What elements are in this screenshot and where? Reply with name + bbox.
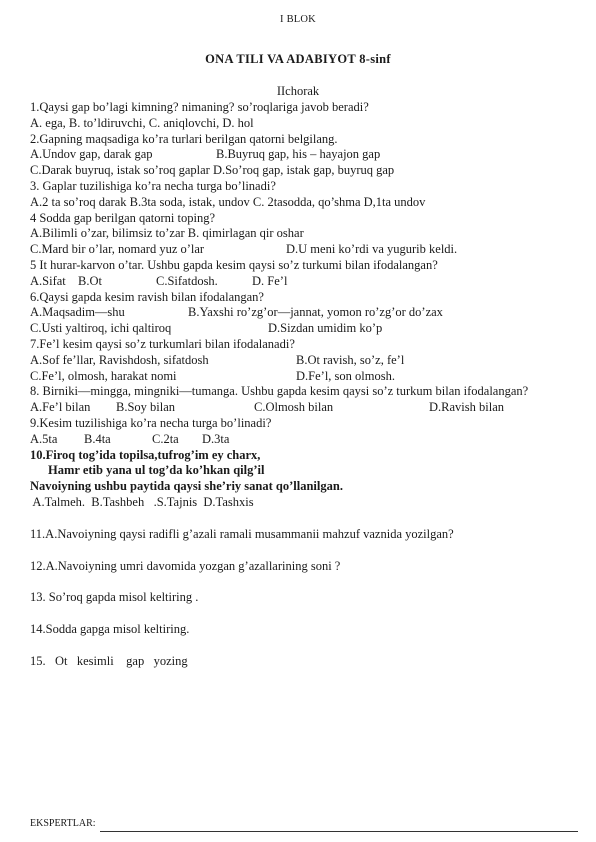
question-12-text: 12.A.Navoiyning umri davomida yozgan g’azallarining soni ? [30, 558, 341, 573]
question-8-option-b: B.Soy bilan [116, 400, 176, 415]
question-4-option-c: C.Mard bir o’lar, nomard yuz o’lar [30, 242, 205, 257]
question-2-option-b: B.Buyruq gap, his – hayajon gap [216, 147, 381, 162]
question-11-text: 11.A.Navoiyning qaysi radifli g’azali ramali musammanii mahzuf vaznida yozilgan? [30, 526, 454, 541]
question-5-option-c: C.Sifatdosh. [156, 273, 218, 288]
question-9-option-b: B.4ta [84, 431, 111, 446]
question-6-option-b: B.Yaxshi ro’zg’or—jannat, yomon ro’zg’or do’zax [188, 305, 443, 320]
question-4-text: 4 Sodda gap berilgan qatorni toping? [30, 210, 216, 225]
experts-signature-line [100, 822, 578, 832]
question-1-text: 1.Qaysi gap bo’lagi kimning? nimaning? so’roqlariga javob beradi? [30, 100, 369, 114]
question-7-options-ab [30, 353, 575, 369]
question-5-text: 5 It hurar-karvon o’tar. Ushbu gapda kesim qaysi so’z turkumi bilan ifodalangan? [30, 257, 438, 272]
question-13-text: 13. So’roq gapda misol keltiring . [30, 590, 199, 605]
spacer [30, 543, 575, 559]
question-2-options-cd: C.Darak buyruq, istak so’roq gaplar D.So’roq gap, istak gap, buyruq gap [30, 163, 395, 178]
question-8-text: 8. Birniki—mingga, mingniki—tumanga. Ushbu gapda kesim qaysi so’z turkum bilan ifodalangan? [30, 384, 529, 399]
experts-label: EKSPERTLAR: [30, 818, 96, 829]
block-label: I BLOK [280, 14, 316, 25]
question-10-options: A.Talmeh. B.Tashbeh .S.Tajnis D.Tashxis [30, 494, 254, 509]
spacer [30, 511, 575, 527]
question-8-options [30, 400, 575, 416]
question-4-options-ab: A.Bilimli o’zar, bilimsiz to’zar B. qimirlagan qir oshar [30, 226, 304, 241]
question-4-option-d: D.U meni ko’rdi va yugurib keldi. [286, 242, 458, 257]
question-7-option-a: A.Sof fe’llar, Ravishdosh, sifatdosh [30, 352, 209, 367]
question-10-question: Navoiyning ushbu paytida qaysi she’riy sanat qo’llanilgan. [30, 479, 343, 494]
questions-list [30, 100, 575, 670]
quarter-subtitle: IIchorak [276, 84, 320, 98]
question-7-option-c: C.Fe’l, olmosh, harakat nomi [30, 368, 177, 383]
question-9-text: 9.Kesim tuzilishiga ko’ra necha turga bo’linadi? [30, 415, 272, 430]
question-3-text: 3. Gaplar tuzilishiga ko’ra necha turga bo’linadi? [30, 178, 276, 193]
question-8-option-c: C.Olmosh bilan [254, 400, 334, 415]
question-10-verse-line-1: 10.Firoq tog’ida topilsa,tufrog’im ey charx, [30, 447, 261, 462]
question-5-options [30, 274, 575, 290]
question-9-option-c: C.2ta [152, 431, 179, 446]
question-7-options-cd [30, 369, 575, 385]
question-5-option-a: A.Sifat [30, 273, 66, 288]
question-5-option-d: D. Fe’l [252, 273, 288, 288]
question-2-option-a: A.Undov gap, darak gap [30, 147, 153, 162]
question-2-options-ab [30, 147, 575, 163]
question-7-option-d: D.Fe’l, son olmosh. [296, 368, 395, 383]
question-9-options [30, 432, 575, 448]
question-6-option-a: A.Maqsadim—shu [30, 305, 125, 320]
spacer [30, 574, 575, 590]
question-15-text: 15. Ot kesimli gap yozing [30, 653, 188, 668]
question-5-option-b: B.Ot [78, 273, 102, 288]
spacer [30, 606, 575, 622]
question-6-options-cd [30, 321, 575, 337]
question-9-option-a: A.5ta [30, 431, 58, 446]
question-6-option-d: D.Sizdan umidim ko’p [268, 321, 383, 336]
spacer [30, 638, 575, 654]
question-10-verse-line-2: Hamr etib yana ul tog’da ko’hkan qilg’il [48, 463, 265, 478]
question-6-option-c: C.Usti yaltiroq, ichi qaltiroq [30, 321, 172, 336]
question-3-options: A.2 ta so’roq darak B.3ta soda, istak, undov C. 2tasodda, qo’shma D,1ta undov [30, 194, 426, 209]
question-8-option-a: A.Fe’l bilan [30, 400, 91, 415]
question-9-option-d: D.3ta [202, 431, 230, 446]
question-1-options: A. ega, B. to’ldiruvchi, C. aniqlovchi, D. hol [30, 115, 254, 130]
question-6-options-ab [30, 305, 575, 321]
question-7-option-b: B.Ot ravish, so’z, fe’l [296, 352, 405, 367]
question-14-text: 14.Sodda gapga misol keltiring. [30, 622, 190, 637]
question-8-option-d: D.Ravish bilan [429, 400, 504, 415]
question-4-options-cd [30, 242, 575, 258]
question-7-text: 7.Fe’l kesim qaysi so’z turkumlari bilan ifodalanadi? [30, 336, 295, 351]
experts-footer [30, 816, 578, 832]
page-title: ONA TILI VA ADABIYOT 8-sinf [205, 52, 391, 66]
question-2-text: 2.Gapning maqsadiga ko’ra turlari berilgan qatorni belgilang. [30, 131, 338, 146]
question-6-text: 6.Qaysi gapda kesim ravish bilan ifodalangan? [30, 289, 264, 304]
